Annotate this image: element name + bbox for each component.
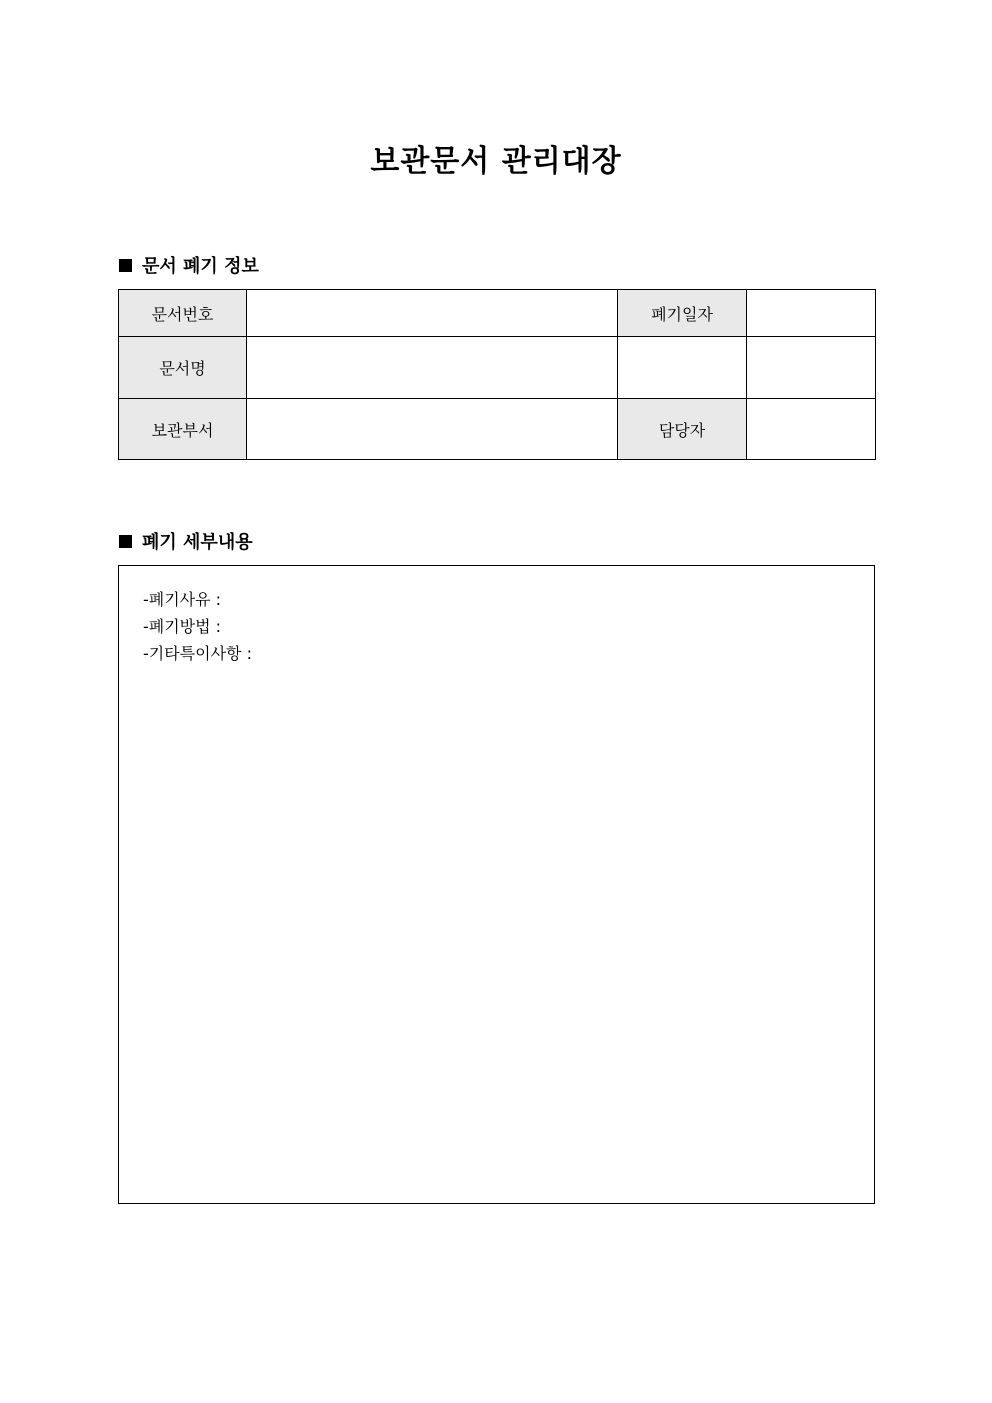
disposal-details-box[interactable]: [118, 565, 875, 1204]
table-row: [119, 290, 876, 337]
table-row: [119, 337, 876, 399]
field-person-in-charge[interactable]: [747, 399, 876, 460]
detail-line-notes: -기타특이사항 :: [143, 644, 252, 663]
field-extra-1[interactable]: [618, 337, 747, 399]
field-document-name[interactable]: [247, 337, 618, 399]
field-extra-2[interactable]: [747, 337, 876, 399]
disposal-info-table: [118, 289, 876, 460]
label-document-name: 문서명: [119, 337, 247, 399]
section-heading-label: 문서 폐기 정보: [142, 256, 259, 277]
table-row: [119, 399, 876, 460]
label-person-in-charge: 담당자: [618, 399, 747, 460]
detail-line-method: -폐기방법 :: [143, 617, 222, 636]
square-bullet-icon: [119, 535, 132, 548]
field-document-number[interactable]: [247, 290, 618, 337]
label-disposal-date: 폐기일자: [618, 290, 747, 337]
label-storage-department: 보관부서: [119, 399, 247, 460]
document-title: 보관문서 관리대장: [370, 144, 622, 179]
field-disposal-date[interactable]: [747, 290, 876, 337]
label-document-number: 문서번호: [119, 290, 247, 337]
section-heading-disposal-details: [119, 528, 253, 554]
detail-line-reason: -폐기사유 :: [143, 590, 222, 609]
square-bullet-icon: [119, 259, 132, 272]
section-heading-label: 폐기 세부내용: [142, 532, 253, 553]
field-storage-department[interactable]: [247, 399, 618, 460]
detail-lines: [143, 586, 252, 667]
section-heading-disposal-info: [119, 252, 259, 278]
